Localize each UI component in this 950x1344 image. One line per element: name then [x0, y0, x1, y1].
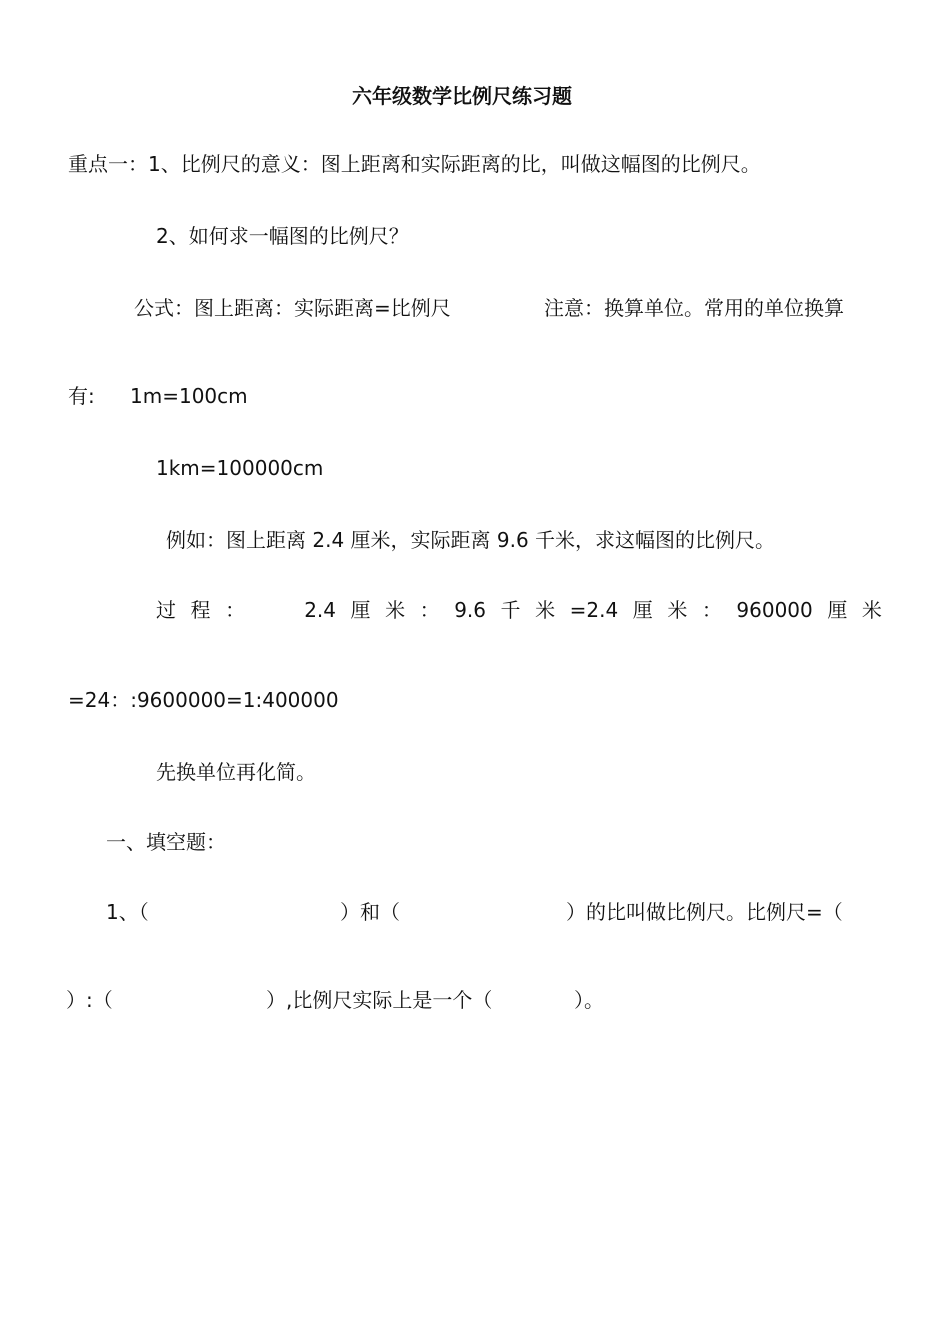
unit-note: 注意：换算单位。常用的单位换算 [544, 296, 844, 320]
process-token: 程 [190, 598, 211, 622]
process-token: 过 [156, 598, 176, 622]
key-point-definition: 重点一：1、比例尺的意义：图上距离和实际距离的比，叫做这幅图的比例尺。 [68, 152, 761, 176]
process-token: ： [419, 598, 440, 622]
example-question: 例如：图上距离 2.4 厘米，实际距离 9.6 千米，求这幅图的比例尺。 [166, 528, 776, 552]
q1-line2-end: ）。 [574, 988, 604, 1012]
units-prefix: 有: [68, 384, 95, 408]
process-token: ： [225, 598, 246, 622]
example-tip: 先换单位再化简。 [156, 760, 316, 784]
q1-blank2-close: ）的比叫做比例尺。比例尺=（ [566, 900, 843, 924]
q1-line2-mid: ）,比例尺实际上是一个（ [266, 988, 493, 1012]
key-point-question: 2、如何求一幅图的比例尺？ [156, 224, 409, 248]
process-token: =2.4 [569, 598, 619, 622]
process-token: 米 [535, 598, 556, 622]
process-token: ： [701, 598, 722, 622]
section-heading-fill-blank: 一、填空题： [106, 830, 226, 854]
formula-text: 公式：图上距离：实际距离=比例尺 [134, 296, 451, 320]
unit-conversion-km: 1km=100000cm [156, 456, 324, 480]
process-token: 2.4 [304, 598, 336, 622]
process-token: 千 [500, 598, 521, 622]
example-process-line1 [156, 596, 882, 624]
process-token: 米 [667, 598, 688, 622]
process-gap [260, 596, 290, 624]
q1-number: 1、（ [106, 900, 149, 924]
process-token: 米 [861, 598, 882, 622]
process-token: 9.6 [454, 598, 486, 622]
page-title: 六年级数学比例尺练习题 [352, 84, 572, 108]
process-token: 厘 [827, 598, 848, 622]
process-token: 米 [385, 598, 406, 622]
example-process-line2: =24：:9600000=1:400000 [68, 688, 339, 712]
q1-line2-start: ）:（ [66, 988, 113, 1012]
process-token: 厘 [350, 598, 371, 622]
unit-conversion-m: 1m=100cm [130, 384, 248, 408]
process-token: 960000 [736, 598, 813, 622]
process-token: 厘 [632, 598, 653, 622]
q1-blank1-close: ）和（ [340, 900, 400, 924]
